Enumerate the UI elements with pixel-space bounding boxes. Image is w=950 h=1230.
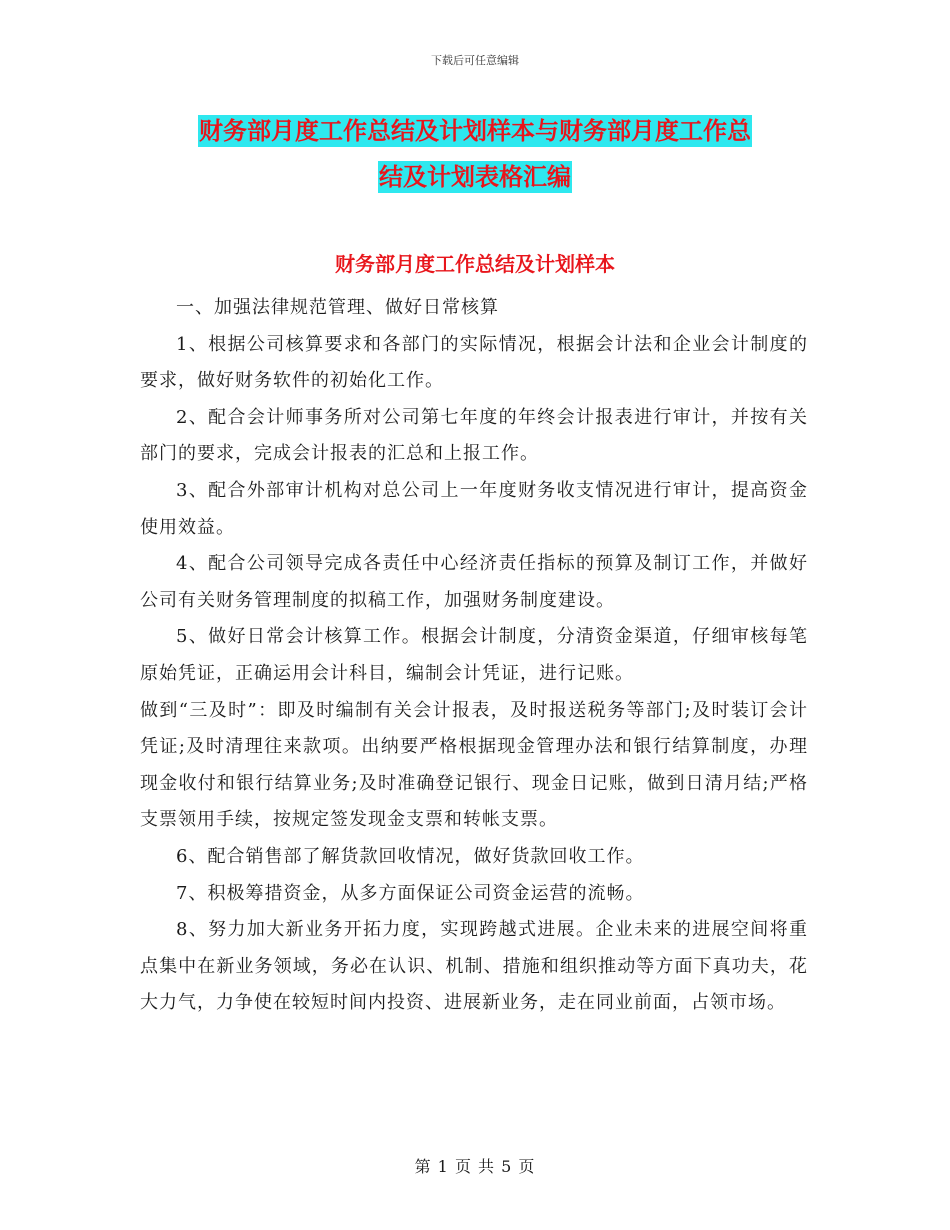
- title-line-2: 结及计划表格汇编: [379, 163, 571, 191]
- paragraph-4: 4、配合公司领导完成各责任中心经济责任指标的预算及制订工作，并做好公司有关财务管理制度的拟稿工作，加强财务制度建设。: [140, 553, 808, 611]
- paragraph-5-continued: 做到“三及时”：即及时编制有关会计报表，及时报送税务等部门;及时装订会计凭证;及时清理往来款项。出纳要严格根据现金管理办法和银行结算制度，办理现金收付和银行结算业务;及时准确登记银行、现金日记账，做到日清月结;严格支票领用手续，按规定签发现金支票和转帐支票。: [140, 699, 808, 831]
- section-title: 财务部月度工作总结及计划样本: [335, 252, 615, 276]
- page-footer: 第 1 页 共 5 页: [414, 1157, 536, 1176]
- paragraph-8: 8、努力加大新业务开拓力度，实现跨越式进展。企业未来的进展空间将重点集中在新业务领域，务必在认识、机制、措施和组织推动等方面下真功夫，花大力气，力争使在较短时间内投资、进展新业务，走在同业前面，占领市场。: [140, 919, 808, 1014]
- title-line-1: 财务部月度工作总结及计划样本与财务部月度工作总: [199, 117, 751, 145]
- paragraph-3: 3、配合外部审计机构对总公司上一年度财务收支情况进行审计，提高资金使用效益。: [140, 479, 808, 538]
- document-body: [140, 290, 808, 1022]
- paragraph-2: 2、配合会计师事务所对公司第七年度的年终会计报表进行审计，并按有关部门的要求，完成会计报表的汇总和上报工作。: [140, 406, 808, 465]
- header-note: 下载后可任意编辑: [431, 54, 519, 67]
- paragraph-5: 5、做好日常会计核算工作。根据会计制度，分清资金渠道，仔细审核每笔原始凭证，正确运用会计科目，编制会计凭证，进行记账。: [140, 626, 808, 684]
- paragraph-7: 7、积极筹措资金，从多方面保证公司资金运营的流畅。: [176, 882, 645, 904]
- document-title: [0, 108, 950, 200]
- heading-item-1: 一、加强法律规范管理、做好日常核算: [176, 297, 499, 318]
- paragraph-6: 6、配合销售部了解货款回收情况，做好货款回收工作。: [176, 845, 645, 867]
- paragraph-1: 1、根据公司核算要求和各部门的实际情况，根据会计法和企业会计制度的要求，做好财务软件的初始化工作。: [140, 333, 808, 392]
